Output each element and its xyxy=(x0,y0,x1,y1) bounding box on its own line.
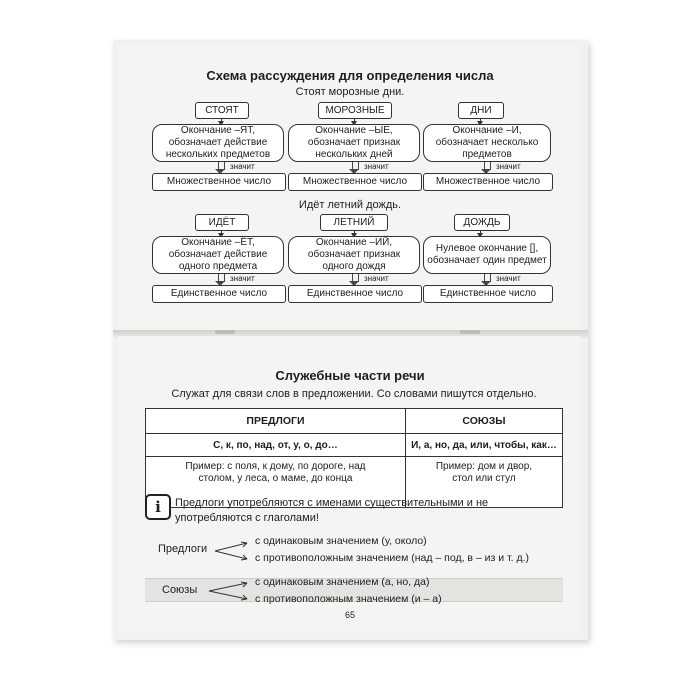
group-label: Предлоги xyxy=(158,543,208,555)
word-box: ДНИ xyxy=(458,102,504,119)
rule-box: Окончание –ЯТ, обозначает действие нескольких предметов xyxy=(152,124,284,162)
means-label: значит xyxy=(364,274,389,283)
means-label: значит xyxy=(496,162,521,171)
rule-box: Окончание –ЫЕ, обозначает признак нескольких дней xyxy=(288,124,420,162)
rule-box: Окончание –И, обозначает несколько предметов xyxy=(423,124,551,162)
table-header: ПРЕДЛОГИ xyxy=(146,409,406,434)
double-arrow xyxy=(218,274,225,282)
table-cell-example: Пример: с поля, к дому, по дороге, над столом, у леса, о маме, до конца xyxy=(146,457,406,508)
double-arrow xyxy=(218,162,225,170)
word-box: ЛЕТНИЙ xyxy=(320,214,388,231)
word-box: МОРОЗНЫЕ xyxy=(318,102,392,119)
example-sentence: Идёт летний дождь. xyxy=(298,199,402,211)
branch-text: с противоположным значением (над – под, в – из и т. д.) xyxy=(255,552,530,564)
page-number: 65 xyxy=(344,610,355,620)
word-box: ИДЁТ xyxy=(195,214,249,231)
word-box: ДОЖДЬ xyxy=(454,214,510,231)
staple xyxy=(460,330,480,334)
table-cell-example: Пример: дом и двор, стол или стул xyxy=(405,457,562,508)
result-box: Множественное число xyxy=(423,173,553,191)
result-box: Единственное число xyxy=(152,285,286,303)
result-box: Единственное число xyxy=(423,285,553,303)
double-arrow xyxy=(352,274,359,282)
double-arrow xyxy=(484,274,491,282)
example-sentence: Стоят морозные дни. xyxy=(295,86,405,98)
means-label: значит xyxy=(364,162,389,171)
double-arrow xyxy=(352,162,359,170)
result-box: Множественное число xyxy=(152,173,286,191)
word-box: СТОЯТ xyxy=(195,102,249,119)
branch-arrows xyxy=(207,578,253,604)
section-intro: Служат для связи слов в предложении. Со словами пишутся отдельно. xyxy=(171,388,537,400)
result-box: Единственное число xyxy=(288,285,422,303)
function-words-table xyxy=(145,408,563,508)
scheme-title: Схема рассуждения для определения числа xyxy=(206,68,494,83)
rule-box: Окончание –ЁТ, обозначает действие одного предмета xyxy=(152,236,284,274)
rule-box: Нулевое окончание [], обозначает один предмет xyxy=(423,236,551,274)
section-title: Служебные части речи xyxy=(275,368,425,383)
means-label: значит xyxy=(230,162,255,171)
staple xyxy=(215,330,235,334)
table-cell-words: С, к, по, над, от, у, о, до… xyxy=(146,434,406,457)
info-note: Предлоги употребляются с именами существительными и не употребляются с глаголами! xyxy=(175,497,489,524)
branch-arrows xyxy=(213,538,253,564)
double-arrow xyxy=(484,162,491,170)
group-label: Союзы xyxy=(162,584,198,596)
table-cell-words: И, а, но, да, или, чтобы, как… xyxy=(405,434,562,457)
branch-text: с одинаковым значением (у, около) xyxy=(255,535,427,547)
info-icon: i xyxy=(145,494,171,520)
branch-text: с одинаковым значением (а, но, да) xyxy=(255,576,430,588)
rule-box: Окончание –ИЙ, обозначает признак одного дождя xyxy=(288,236,420,274)
table-header: СОЮЗЫ xyxy=(405,409,562,434)
branch-text: с противоположным значением (и – а) xyxy=(255,593,442,605)
means-label: значит xyxy=(496,274,521,283)
means-label: значит xyxy=(230,274,255,283)
result-box: Множественное число xyxy=(288,173,422,191)
